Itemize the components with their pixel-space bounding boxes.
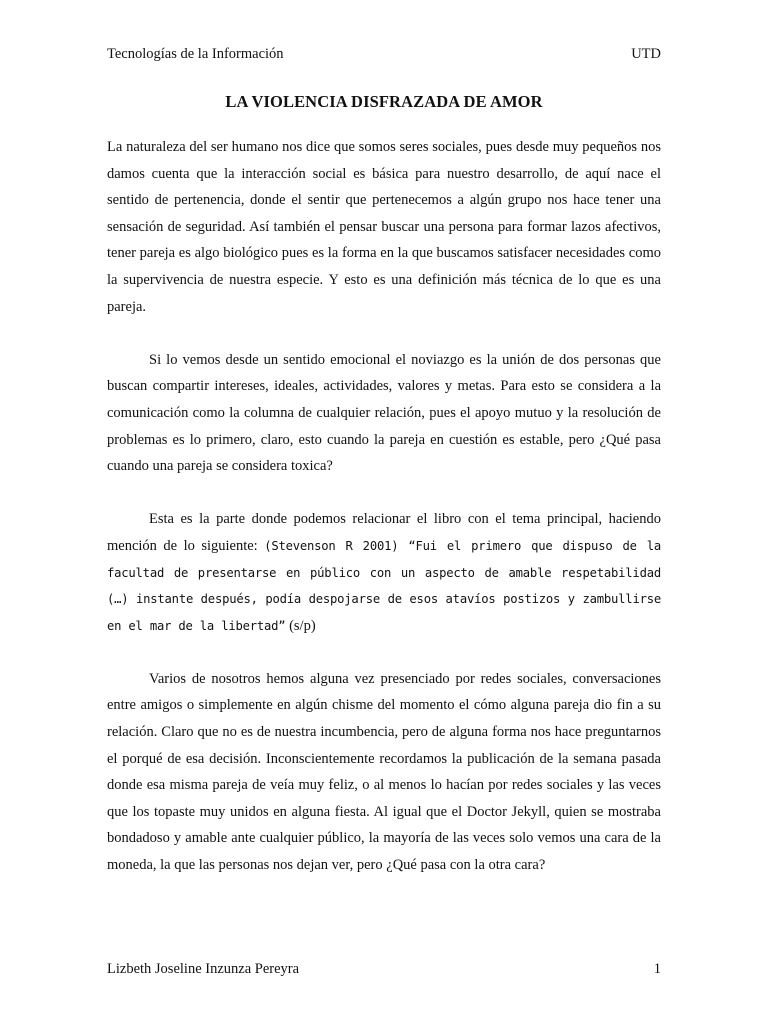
page-footer [107,961,661,978]
page-header [107,46,661,63]
header-course-title: Tecnologías de la Información [107,46,284,62]
paragraph-3 [107,506,661,639]
paragraph-1: La naturaleza del ser humano nos dice que somos seres sociales, pues desde muy pequeños nos damos cuenta que la interacción social es básica para nuestro desarrollo, de aquí nace el sentido de pertenencia, donde el sentir que pertenecemos a algún grupo nos hace tener una sensación de seguridad. Así también el pensar buscar una persona para formar lazos afectivos, tener pareja es algo biológico pues es la forma en la que buscamos satisfacer necesidades como la supervivencia de nuestra especie. Y esto es una definición más técnica de lo que es una pareja. [107,139,661,315]
paragraph-4: Varios de nosotros hemos alguna vez presenciado por redes sociales, conversaciones entre amigos o simplemente en algún chisme del momento el cómo alguna pareja dio fin a su relación. Claro que no es de nuestra incumbencia, pero de alguna forma nos hace preguntarnos el porqué de esa decisión. Inconscientemente recordamos la publicación de la semana pasada donde esa misma pareja de veía muy feliz, o al menos lo hacían por redes sociales y las veces que los topaste muy unidos en alguna fiesta. Al igual que el Doctor Jekyll, quien se mostraba bondadoso y amable ante cualquier público, la mayoría de las veces solo vemos una cara de la moneda, la que las personas nos dejan ver, pero ¿Qué pasa con la otra cara? [107,670,661,874]
paragraph-2: Si lo vemos desde un sentido emocional el noviazgo es la unión de dos personas que buscan compartir intereses, ideales, actividades, valores y metas. Para esto se considera a la comunicación como la columna de cualquier relación, pues el apoyo mutuo y la resolución de problemas es lo primero, claro, esto cuando la pareja en cuestión es estable, pero ¿Qué pasa cuando una pareja se considera toxica? [107,351,661,475]
footer-author: Lizbeth Joseline Inzunza Pereyra [107,961,300,977]
quote-citation: (s/p) [285,617,316,634]
paragraph-3-intro: Esta es la parte donde podemos relacionar el libro con el tema principal, haciendo mención de lo siguiente: [107,511,661,554]
document-title: LA VIOLENCIA DISFRAZADA DE AMOR [225,92,543,111]
header-institution: UTD [631,46,661,62]
page-number: 1 [653,961,661,977]
book-quote: (Stevenson R 2001) “Fui el primero que dispuso de la facultad de presentarse en público con un aspecto de amable respetabilidad (…) instante después, podía despojarse de esos atavíos postizos y zambullirse en el mar de la libertad” [107,538,661,633]
document-body [107,134,661,905]
